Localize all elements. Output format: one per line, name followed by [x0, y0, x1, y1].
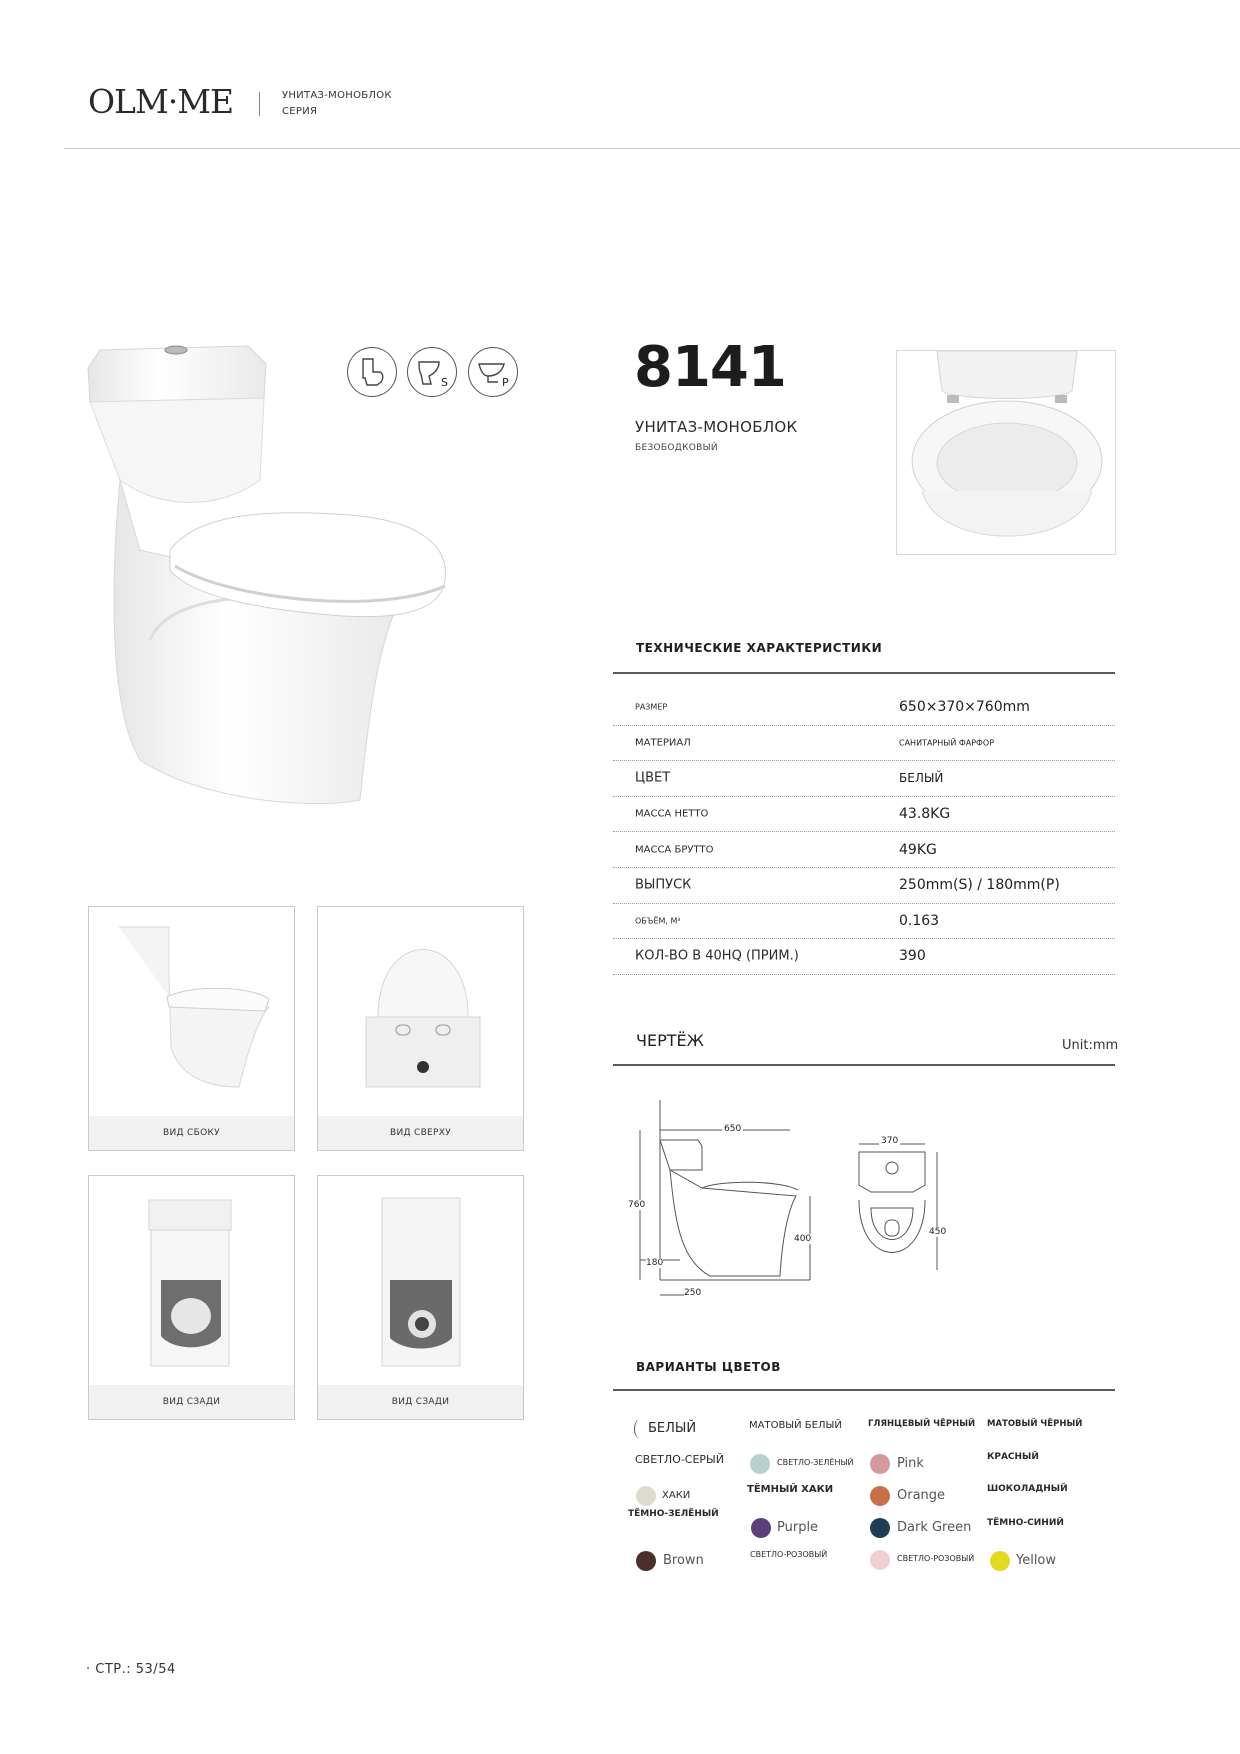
drawing-unit: Unit:mm	[1062, 1038, 1119, 1053]
spec-row-volume	[613, 904, 1115, 940]
thumb-side-view	[88, 906, 295, 1151]
thumb-back-view-1	[88, 1175, 295, 1420]
color-label-glossy-black: ГЛЯНЦЕВЫЙ ЧЁРНЫЙ	[868, 1419, 976, 1429]
thumb-caption: ВИД СЗАДИ	[318, 1385, 523, 1419]
spec-row-material	[613, 726, 1115, 762]
spec-key: ВЫПУСК	[635, 877, 692, 893]
thumb-caption: ВИД СВЕРХУ	[318, 1116, 523, 1150]
s-trap-letter: S	[441, 376, 448, 389]
color-label-pink: Pink	[897, 1456, 924, 1471]
product-type: УНИТАЗ-МОНОБЛОК	[635, 418, 798, 436]
white-swatch	[634, 1419, 647, 1439]
colors-rule	[613, 1389, 1115, 1391]
header-separator	[259, 92, 260, 116]
s-trap-icon	[407, 347, 457, 397]
dim-width: 650	[724, 1124, 742, 1134]
header-series: СЕРИЯ	[282, 106, 318, 117]
spec-row-size	[613, 690, 1115, 726]
p-trap-letter: P	[502, 376, 509, 389]
color-label-chocolate: ШОКОЛАДНЫЙ	[987, 1484, 1068, 1494]
spec-value: 390	[899, 948, 926, 965]
color-label-brown: Brown	[663, 1553, 704, 1568]
dim-height: 760	[628, 1200, 646, 1210]
orange-swatch	[870, 1486, 890, 1506]
top-drawing	[845, 1130, 955, 1310]
color-label-purple: Purple	[777, 1520, 819, 1535]
spec-row-gross-weight	[613, 832, 1115, 868]
spec-key: МАССА БРУТТО	[635, 844, 714, 856]
header-category: УНИТАЗ-МОНОБЛОК	[282, 90, 392, 101]
color-label-khaki: ХАКИ	[662, 1490, 691, 1501]
product-description: БЕЗОБОДКОВЫЙ	[635, 443, 718, 453]
color-label-orange: Orange	[897, 1488, 946, 1503]
thumb-back-view-2	[317, 1175, 524, 1420]
color-label-light-pink-2: СВЕТЛО-РОЗОВЫЙ	[897, 1554, 975, 1563]
color-label-yellow: Yellow	[1016, 1553, 1057, 1568]
dim-seat-height: 400	[794, 1234, 812, 1244]
dim-wall: 250	[684, 1288, 702, 1298]
spec-key: МАТЕРИАЛ	[635, 737, 691, 749]
spec-value: 49KG	[899, 841, 937, 858]
color-label-matte-black: МАТОВЫЙ ЧЁРНЫЙ	[987, 1419, 1083, 1429]
product-main-image	[80, 340, 470, 820]
spec-row-net-weight	[613, 797, 1115, 833]
specs-table	[613, 690, 1115, 975]
color-label-light-gray: СВЕТЛО-СЕРЫЙ	[635, 1453, 724, 1466]
spec-key: КОЛ-ВО В 40HQ (ПРИМ.)	[635, 948, 799, 964]
light-pink-swatch	[870, 1550, 890, 1570]
spec-value: 0.163	[899, 912, 940, 929]
yellow-swatch	[990, 1551, 1010, 1571]
dim-top-length: 450	[929, 1227, 947, 1237]
color-label-dark-green-ru: ТЁМНО-ЗЕЛЁНЫЙ	[628, 1509, 719, 1519]
spec-value: САНИТАРНЫЙ ФАРФОР	[899, 738, 995, 748]
specs-title: ТЕХНИЧЕСКИЕ ХАРАКТЕРИСТИКИ	[636, 641, 883, 655]
spec-value: 650×370×760mm	[899, 699, 1030, 716]
page-number: · СТР.: 53/54	[86, 1662, 176, 1677]
one-piece-toilet-icon	[347, 347, 397, 397]
spec-key: ЦВЕТ	[635, 770, 671, 786]
color-label-dark-blue: ТЁМНО-СИНИЙ	[987, 1518, 1064, 1528]
spec-value: 250mm(S) / 180mm(P)	[899, 877, 1060, 894]
dim-s-trap: 180	[646, 1258, 664, 1268]
spec-key: ОБЪЁМ, М³	[635, 916, 681, 926]
spec-row-quantity	[613, 939, 1115, 975]
thumb-caption: ВИД СБОКУ	[89, 1116, 294, 1150]
model-number: 8141	[634, 335, 786, 400]
spec-key: РАЗМЕР	[635, 702, 668, 712]
color-label-dark-khaki: ТЁМНЫЙ ХАКИ	[747, 1484, 834, 1495]
drawing-rule	[613, 1064, 1115, 1066]
light-green-swatch	[750, 1454, 770, 1474]
p-trap-icon	[468, 347, 518, 397]
color-label-red: КРАСНЫЙ	[987, 1452, 1039, 1462]
spec-row-outlet	[613, 868, 1115, 904]
pink-swatch	[870, 1454, 890, 1474]
spec-value: 43.8KG	[899, 806, 951, 823]
purple-swatch	[751, 1518, 771, 1538]
dark-green-swatch	[870, 1518, 890, 1538]
spec-row-color	[613, 761, 1115, 797]
brand-logo: OLM·ME	[88, 82, 234, 121]
color-label-light-green: СВЕТЛО-ЗЕЛЁНЫЙ	[777, 1458, 854, 1467]
color-label-light-pink-1: СВЕТЛО-РОЗОВЫЙ	[750, 1550, 828, 1559]
color-label-matte-white: МАТОВЫЙ БЕЛЫЙ	[749, 1420, 842, 1431]
header-divider	[64, 148, 1240, 149]
thumb-caption: ВИД СЗАДИ	[89, 1385, 294, 1419]
colors-title: ВАРИАНТЫ ЦВЕТОВ	[636, 1360, 781, 1374]
seat-detail-image	[896, 350, 1116, 555]
khaki-swatch	[636, 1486, 656, 1506]
dim-top-width: 370	[881, 1136, 899, 1146]
drawing-title: ЧЕРТЁЖ	[636, 1031, 704, 1050]
spec-value: БЕЛЫЙ	[899, 771, 944, 786]
specs-rule	[613, 672, 1115, 674]
brown-swatch	[636, 1551, 656, 1571]
thumb-top-view	[317, 906, 524, 1151]
color-label-dark-green: Dark Green	[897, 1520, 972, 1535]
color-label-white: БЕЛЫЙ	[648, 1421, 697, 1436]
spec-key: МАССА НЕТТО	[635, 808, 709, 820]
